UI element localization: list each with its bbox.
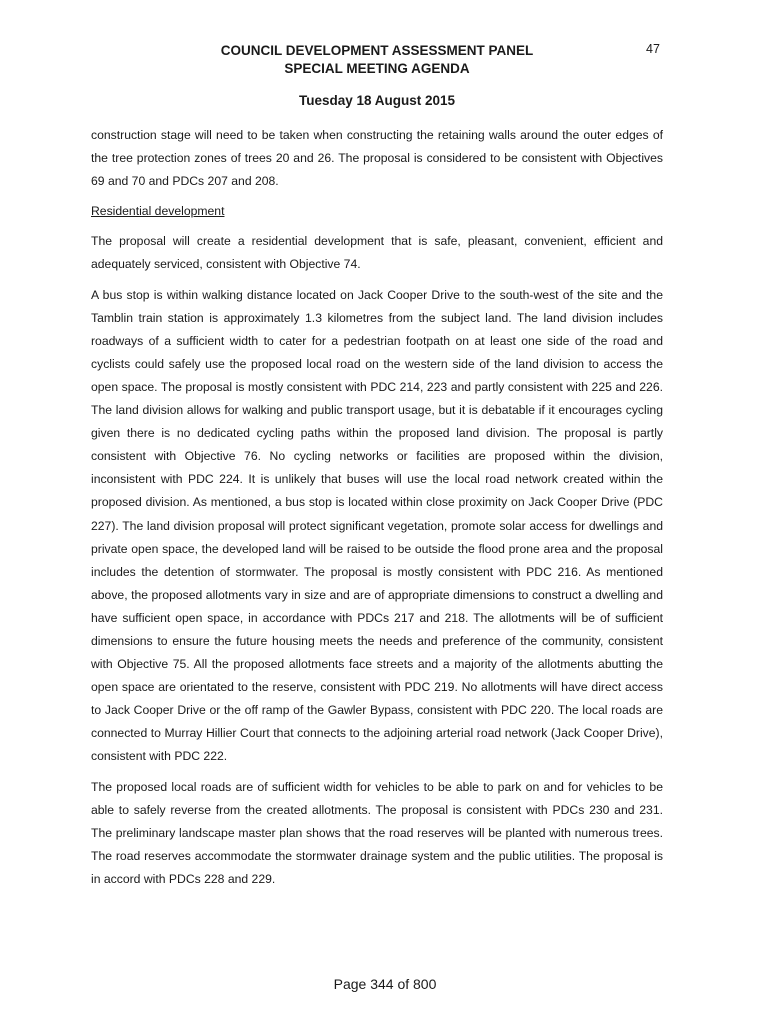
agenda-page-number: 47: [646, 42, 660, 56]
header-subtitle: SPECIAL MEETING AGENDA: [284, 61, 470, 76]
page-footer: Page 344 of 800: [333, 976, 437, 992]
paragraph: A bus stop is within walking distance located on Jack Cooper Drive to the south-west of the site and the Tamblin train station is approximately 1.3 kilometres from the subject land. The land division includes roadways of a sufficient width to cater for a pedestrian footpath on at least one side of the road and cyclists could safely use the proposed local road on the western side of the land division to access the open space. The proposal is mostly consistent with PDC 214, 223 and partly consistent with 225 and 226. The land division allows for walking and public transport usage, but it is debatable if it encourages cycling given there is no dedicated cycling paths within the proposed land division. The proposal is partly consistent with Objective 76. No cycling networks or facilities are proposed within the division, inconsistent with PDC 224. It is unlikely that buses will use the local road network created within the proposed division. As mentioned, a bus stop is located within close proximity on Jack Cooper Drive (PDC 227). The land division proposal will protect significant vegetation, promote solar access for dwellings and private open space, the developed land will be raised to be outside the flood prone area and the proposal includes the detention of stormwater. The proposal is mostly consistent with PDC 216. As mentioned above, the proposed allotments vary in size and are of appropriate dimensions to construct a dwelling and have sufficient open space, in accordance with PDCs 217 and 218. The allotments will be of sufficient dimensions to ensure the future housing meets the needs and preference of the community, consistent with Objective 75. All the proposed allotments face streets and a majority of the allotments abutting the open space are orientated to the reserve, consistent with PDC 219. No allotments will have direct access to Jack Cooper Drive or the off ramp of the Gawler Bypass, consistent with PDC 220. The local roads are connected to Murray Hillier Court that connects to the adjoining arterial road network (Jack Cooper Drive), consistent with PDC 222.: [91, 287, 663, 764]
paragraph: The proposal will create a residential development that is safe, pleasant, convenient, efficient and adequately serviced, consistent with Objective 74.: [91, 234, 663, 272]
document-body: [91, 124, 663, 898]
agenda-header: [92, 42, 662, 78]
paragraph: The proposed local roads are of sufficient width for vehicles to be able to park on and for vehicles to be able to safely reverse from the created allotments. The proposal is consistent with PDCs 230 and 231. The preliminary landscape master plan shows that the road reserves will be planted with numerous trees. The road reserves accommodate the stormwater drainage system and the public utilities. The proposal is in accord with PDCs 228 and 229.: [91, 779, 663, 886]
paragraph-continuation: construction stage will need to be taken when constructing the retaining walls around the outer edges of the tree protection zones of trees 20 and 26. The proposal is considered to be consistent with Objectives 69 and 70 and PDCs 207 and 208.: [91, 128, 663, 189]
section-heading: Residential development: [91, 204, 225, 219]
header-title: COUNCIL DEVELOPMENT ASSESSMENT PANEL: [220, 43, 534, 58]
meeting-date: Tuesday 18 August 2015: [298, 93, 456, 108]
